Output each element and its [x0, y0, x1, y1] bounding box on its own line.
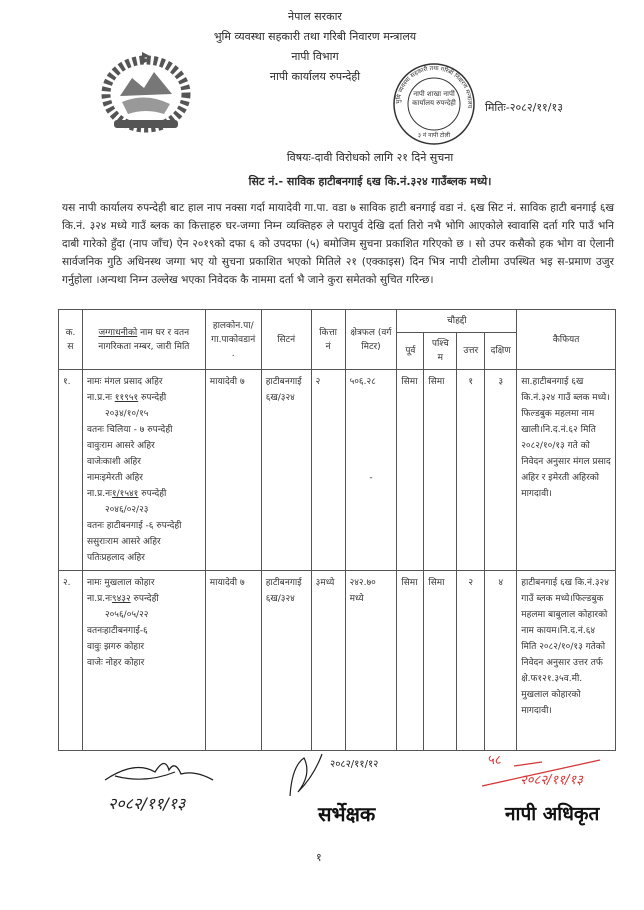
citizenship-number: ९४३२	[111, 594, 131, 604]
row-west: सिमा	[424, 370, 457, 571]
notice-date: मितिः-२०८२/११/१३	[485, 101, 563, 114]
header-sn: क. स	[59, 310, 83, 370]
row-area-mark: -	[369, 473, 373, 483]
row-area-value: ५०६.२८	[349, 377, 376, 387]
owner-detail-line: २०५६/०५/२२	[104, 610, 149, 620]
row-sheet: हाटीबनगाई ६ख/३२४	[261, 571, 311, 751]
header-plot: कित्ता नं	[311, 310, 345, 370]
signature-left-date: २०८२/११/१३	[108, 794, 186, 813]
owner-detail-line: २०३४/१०/१५	[104, 409, 149, 419]
row-plot: ३मध्ये	[311, 571, 345, 751]
office-round-stamp	[392, 62, 476, 146]
signature-right-initial: ५८	[488, 753, 502, 768]
row-area	[345, 370, 397, 571]
header-boundary: चौहद्दी	[397, 310, 517, 333]
owner-detail-line	[87, 486, 201, 502]
citizenship-district: रुपन्देही	[138, 393, 167, 403]
owner-detail-line: वाजेः नोहर कोहार	[86, 658, 145, 668]
owner-detail-line: नामःइमेरती अहिर	[86, 473, 143, 483]
header-remarks: कैफियत	[517, 310, 616, 370]
table-header-row	[59, 310, 616, 333]
surveyor-stamp: सर्भेक्षक	[318, 802, 376, 826]
header-sheet: सिटनं	[261, 310, 311, 370]
page-number: १	[316, 851, 322, 864]
notice-paragraph: यस नापी कार्यालय रुपन्देही बाट हाल नाप नक्सा गर्दा मायादेवी गा.पा. वडा ७ साविक हाटी बनगाई वडा नं. ६ख सिट नं. साविक हाटी बनगाई ६ख कि.नं. ३२४ मध्ये गाउँ ब्लक का कित्ताहरु घर-जग्गा निम्न व्यक्तिहरु ले परापुर्व देखि दर्ता तिरो नभै भोगि आएकोले स्वावासि दर्ता गरि पाउँ भनि दाबी गारेको हुँदा (नाप जाँच) ऐन २०१९को दफा ६ को उपदफा (५) बमोजिम सुचना प्रकाशित गरिएको छ । सो उपर कसैको हक भोग वा ऐलानी सार्वजनिक गुठि अधिनस्थ जग्गा भए यो सुचना प्रकाशित भएको मितिले २१ (एक्काइस) दिन भित्र नापी टोलीमा उपस्थित भइ स-प्रमाण उजुर गर्नुहोला ।अन्यथा निम्न उल्लेख भएका निवेदक कै नाममा दर्ता भै जाने कुरा समेतको सुचित गरिन्छ।	[62, 202, 614, 286]
signature-left	[95, 752, 215, 788]
row-owner	[82, 571, 205, 751]
header-ward: हालकोन.पा/ गा.पाकोवडानं .	[205, 310, 261, 370]
row-east: सिमा	[397, 571, 424, 751]
header-owner-prefix: जग्गाधनीको	[98, 327, 138, 338]
citizenship-label: ना.प्र.नः	[86, 489, 112, 499]
header-west: पश्चि म	[424, 333, 457, 370]
row-north: १	[457, 370, 485, 571]
header-owner-rest: नाम घर र वतन नागरिकता नम्बर, जारी मिति	[98, 327, 190, 352]
owner-detail-line: वावुः झगरु कोहार	[86, 642, 145, 652]
signature-middle-date: २०८२/११/१२	[330, 759, 379, 770]
row-plot: २	[311, 370, 345, 571]
header-owner	[82, 310, 205, 370]
citizenship-label: ना.प्र.नः	[86, 393, 115, 403]
owner-detail-line: पतिःप्रहलाद अहिर	[86, 553, 145, 563]
signature-right-date: २०८२/११/१३	[520, 773, 583, 788]
owner-detail-line: नामः मुखलाल कोहार	[86, 578, 155, 588]
header-south: दक्षिण	[485, 333, 517, 370]
owner-detail-line: वाजेःकाशी अहिर	[86, 457, 141, 467]
survey-officer-stamp: नापी अधिकृत	[505, 803, 600, 825]
citizenship-district: रुपन्देही	[130, 594, 159, 604]
stamp-ring-text: भुमि व्यवस्था सहकारी तथा गरिबी निवारण मन्त्रालय	[394, 64, 474, 109]
header-east: पूर्व	[397, 333, 424, 370]
owner-detail-line: वावुःराम आसरे अहिर	[86, 441, 155, 451]
row-remarks: सा.हाटीबनगाई ६ख कि.नं.३२४ गाउँ ब्लक मध्ये।फिल्डबुक महलमा नाम खाली।नि.द.नं.६२ मिति २०८२/१०/१३ गते को निवेदन अनुसार मंगल प्रसाद अहिर र इमेरती अहिरको मागदावी।	[517, 370, 616, 571]
department-name: नापी विभाग	[291, 50, 339, 63]
row-west: सिमा	[424, 571, 457, 751]
table-row	[59, 370, 616, 571]
government-name: नेपाल सरकार	[288, 10, 342, 23]
row-sheet: हाटीबनगाई ६ख/३२४	[261, 370, 311, 571]
ministry-name: भुमि व्यवस्था सहकारी तथा गरिबी निवारण मन्त्रालय	[213, 30, 417, 43]
row-north: २	[457, 571, 485, 751]
notice-subject: विषयः-दावी विरोधको लागि २१ दिने सुचना	[286, 151, 454, 164]
stamp-bottom-text: ३ नं नापी टोली	[417, 132, 451, 139]
owner-detail-line: नामः मंगल प्रसाद अहिर	[86, 377, 163, 387]
header-north: उत्तर	[457, 333, 485, 370]
citizenship-label: ना.प्र.नः	[86, 594, 112, 604]
row-sn: २.	[59, 571, 83, 751]
signature-middle	[286, 750, 326, 800]
owner-detail-line: वतनःहाटीबनगाई-६	[86, 626, 148, 636]
owner-detail-line: २०४६/०२/२३	[104, 505, 149, 515]
citizenship-district: रुपन्देही	[138, 489, 167, 499]
row-owner	[82, 370, 205, 571]
office-name: नापी कार्यालय रुपन्देही	[269, 70, 361, 83]
sheet-number-line: सिट नं.- साविक हाटीबनगाई ६ख कि.नं.३२४ गाउँब्लक मध्ये।	[248, 175, 492, 188]
row-remarks: हाटीबनगाई ६ख कि.नं.३२४ गाउँ ब्लक मध्ये।फिल्डबुक महलमा बाबुलाल कोहारको नाम कायम।नि.द.नं.६४ मिति २०८२/१०/१३ गतेको निवेदन अनुसार उत्तर तर्फ क्षे.फ१२१.३५व.मी. मुखलाल कोहारको मागदावी।	[517, 571, 616, 751]
row-east: सिमा	[397, 370, 424, 571]
owner-detail-line: वतनः हाटीबनगाई -६ रुपन्देही	[86, 521, 182, 531]
row-ward: मायादेवी ७	[205, 370, 261, 571]
citizenship-number: ११९५१	[114, 393, 139, 403]
row-area: २४२.७० मध्ये	[345, 571, 397, 751]
row-south: ३	[485, 370, 517, 571]
owner-detail-line	[87, 591, 201, 607]
table-row	[59, 571, 616, 751]
owner-detail-line: वतनः चिलिया - ७ रुपन्देही	[86, 425, 173, 435]
row-sn: १.	[59, 370, 83, 571]
claims-table	[58, 309, 616, 751]
owner-detail-line	[87, 390, 201, 406]
row-south: ४	[485, 571, 517, 751]
stamp-inner-text: नापी शाखा नापी कार्यालय रुपन्देही	[412, 90, 456, 107]
citizenship-number: १/१५४१	[111, 489, 139, 499]
owner-detail-line: ससुराःराम आसरे अहिर	[86, 537, 161, 547]
row-ward: मायादेवी ७	[205, 571, 261, 751]
header-area: क्षेत्रफल (वर्ग मिटर)	[345, 310, 397, 370]
